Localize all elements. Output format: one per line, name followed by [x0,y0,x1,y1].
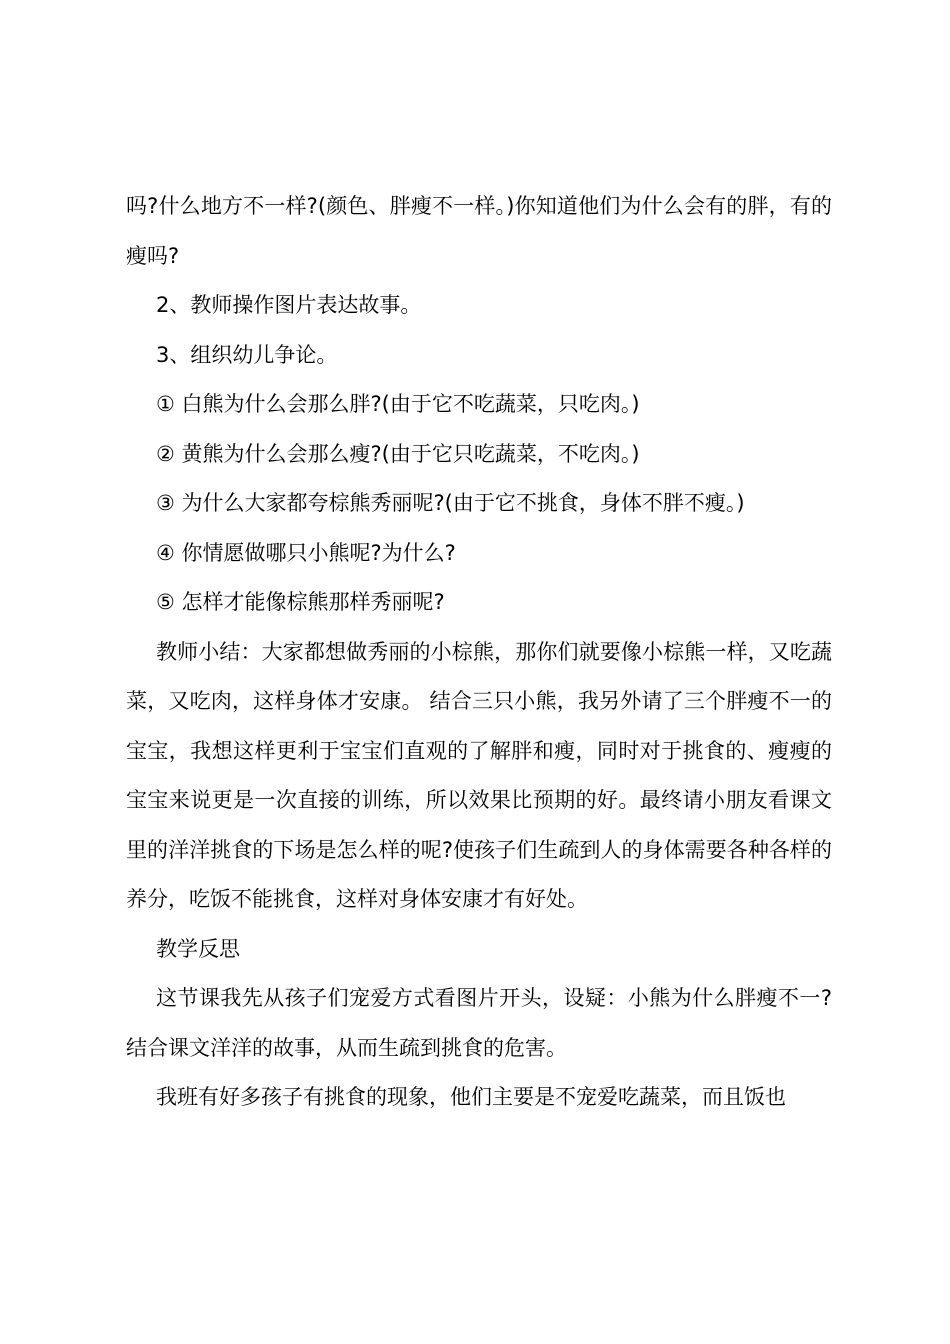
section-heading-reflection: 教学反思 [156,936,240,961]
question-item-1: ① 白熊为什么会那么胖?(由于它不吃蔬菜，只吃肉。) [156,392,640,416]
reflection-paragraph-2: 我班有好多孩子有挑食的现象，他们主要是不宠爱吃蔬菜，而且饭也 [156,1085,786,1109]
reflection-paragraph-1: 这节课我先从孩子们宠爱方式看图片开头，设疑：小熊为什么胖瘦不一?结合课文洋洋的故事，从而生疏到挑食的危害。 [126,986,832,1060]
question-item-4: ④ 你情愿做哪只小熊呢?为什么? [156,540,456,565]
question-item-3: ③ 为什么大家都夸棕熊秀丽呢?(由于它不挑食，身体不胖不瘦。) [156,491,745,515]
question-item-5: ⑤ 怎样才能像棕熊那样秀丽呢? [156,590,445,614]
teacher-summary-paragraph: 教师小结：大家都想做秀丽的小棕熊，那你们就要像小棕熊一样，又吃蔬菜，又吃肉，这样身体才安康。 结合三只小熊，我另外请了三个胖瘦不一的宝宝，我想这样更利于宝宝们直观的了解胖和瘦，同时对于挑食的、瘦瘦的宝宝来说更是一次直接的训练，所以效果比预期的好。最终请小朋友看课文里的洋洋挑食的下场是怎么样的呢?使孩子们生疏到人的身体需要各种各样的养分，吃饭不能挑食，这样对身体安康才有好处。 [126,639,832,911]
paragraph-step-3: 3、组织幼儿争论。 [156,342,338,367]
question-item-2: ② 黄熊为什么会那么瘦?(由于它只吃蔬菜，不吃肉。) [156,441,640,466]
paragraph-step-2: 2、教师操作图片表达故事。 [156,293,422,317]
paragraph-continuation: 吗?什么地方不一样?(颜色、胖瘦不一样。)你知道他们为什么会有的胖，有的瘦吗? [126,194,832,268]
document-page [126,182,832,1123]
